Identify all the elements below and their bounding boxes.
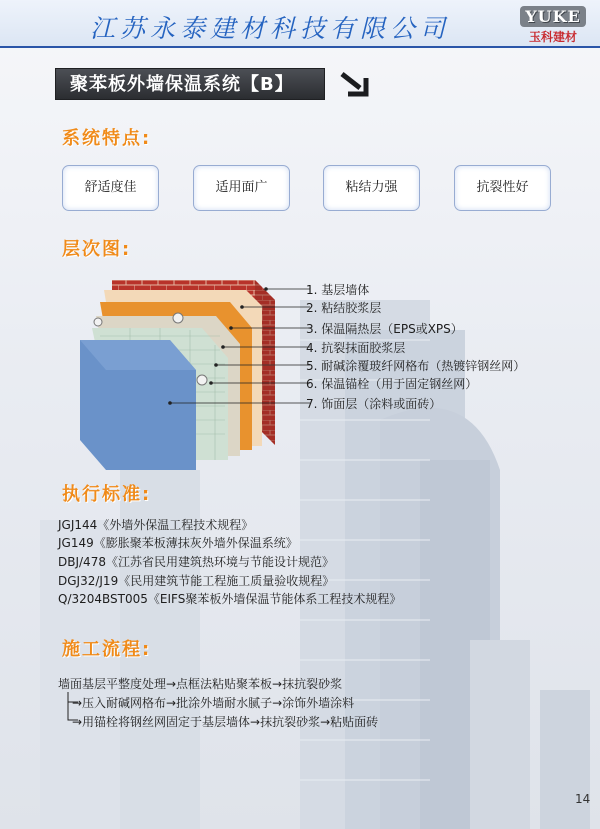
process-heading: 施工流程: bbox=[62, 639, 152, 660]
layer-label-2: 2. 粘结胶浆层 bbox=[306, 301, 382, 315]
process-line-1: 墙面基层平整度处理→点框法粘贴聚苯板→抹抗裂砂浆 bbox=[58, 677, 343, 691]
standard-item-4: DGJ32/J19《民用建筑节能工程施工质量验收规程》 bbox=[58, 574, 335, 588]
layer-label-6: 6. 保温锚栓（用于固定钢丝网） bbox=[306, 377, 478, 391]
feature-card-4: 抗裂性好 bbox=[454, 165, 551, 211]
standard-item-5: Q/3204BST005《EIFS聚苯板外墙保温节能体系工程技术规程》 bbox=[58, 592, 402, 606]
brand-logo bbox=[520, 6, 586, 45]
standard-item-1: JGJ144《外墙外保温工程技术规程》 bbox=[58, 518, 254, 532]
logo-caption: 玉科建材 bbox=[528, 30, 577, 44]
page-title: 聚苯板外墙保温系统【B】 bbox=[55, 68, 325, 100]
feature-card-1: 舒适度佳 bbox=[62, 165, 159, 211]
feature-card-3: 粘结力强 bbox=[323, 165, 420, 211]
header-band bbox=[0, 0, 600, 48]
features-heading: 系统特点: bbox=[62, 128, 152, 149]
standard-item-2: JG149《膨胀聚苯板薄抹灰外墙外保温系统》 bbox=[58, 536, 298, 550]
layer-label-1: 1. 基层墙体 bbox=[306, 283, 370, 297]
process-line-2: →压入耐碱网格布→批涂外墙耐水腻子→涂饰外墙涂料 bbox=[72, 696, 355, 710]
layer-label-4: 4. 抗裂抹面胶浆层 bbox=[306, 341, 406, 355]
logo-mark: YUKE bbox=[520, 6, 586, 27]
wall-layer-diagram bbox=[70, 270, 310, 470]
layers-heading: 层次图: bbox=[62, 239, 132, 260]
process-line-3: →用锚栓将钢丝网固定于基层墙体→抹抗裂砂浆→粘贴面砖 bbox=[72, 715, 379, 729]
layer-label-7: 7. 饰面层（涂料或面砖） bbox=[306, 397, 442, 411]
page-number: 14 bbox=[575, 792, 591, 806]
layer-label-5: 5. 耐碱涂覆玻纤网格布（热镀锌钢丝网） bbox=[306, 359, 526, 373]
standards-heading: 执行标准: bbox=[62, 484, 152, 505]
layer-label-3: 3. 保温隔热层（EPS或XPS） bbox=[306, 322, 463, 336]
company-name: 江苏永泰建材科技有限公司 bbox=[90, 14, 451, 43]
arrow-down-right-icon bbox=[338, 70, 372, 100]
feature-card-2: 适用面广 bbox=[193, 165, 290, 211]
standard-item-3: DBJ/478《江苏省民用建筑热环境与节能设计规范》 bbox=[58, 555, 334, 569]
